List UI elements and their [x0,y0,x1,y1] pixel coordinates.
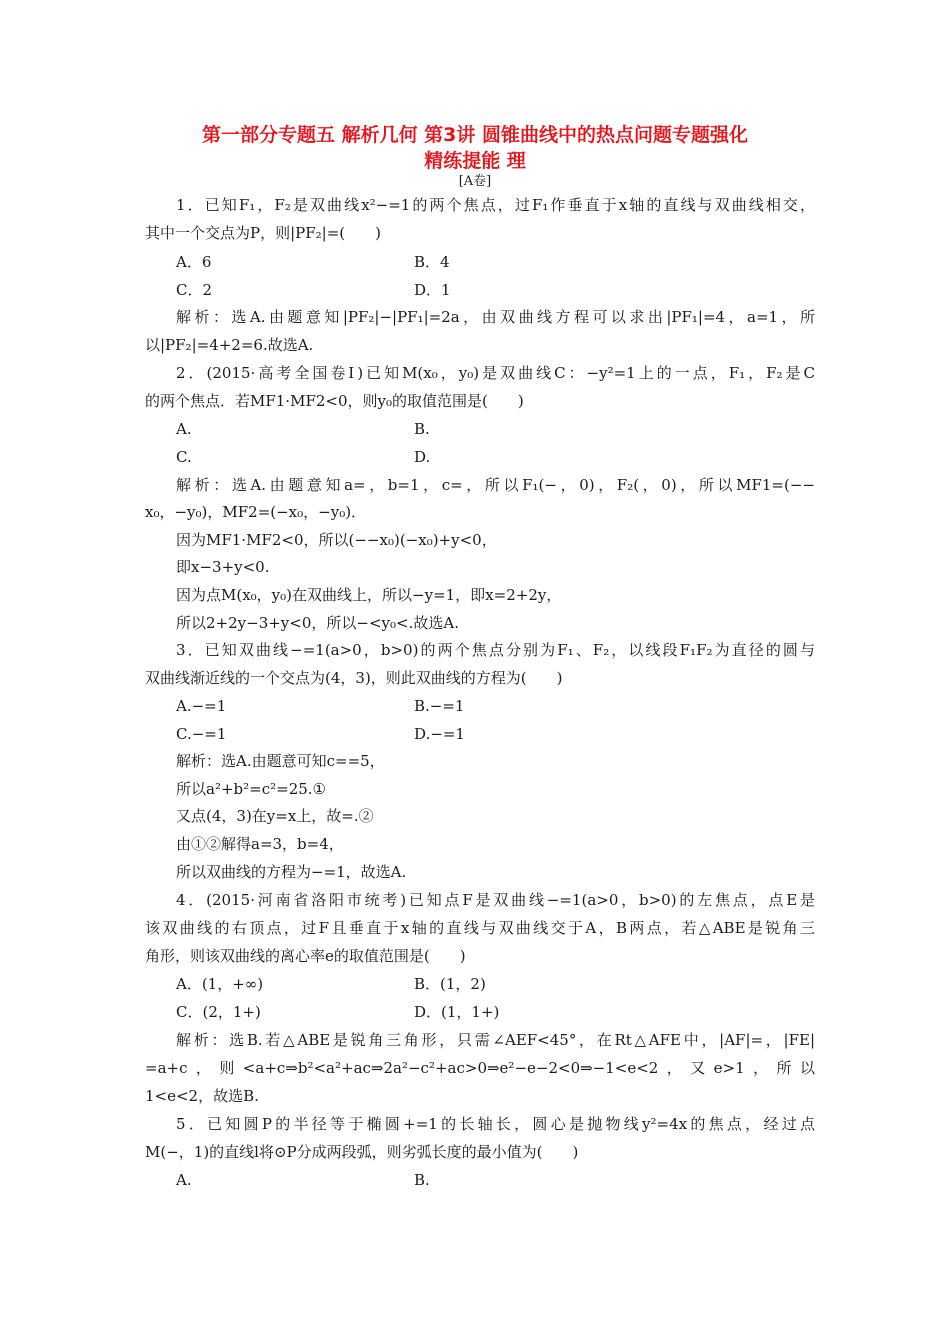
text-line: C．2 [176,281,213,299]
text-line: 因为点M(x₀，y₀)在双曲线上，所以−y=1，即x=2+2y， [176,586,562,604]
text-line: B.−=1 [414,697,465,715]
text-line: 所以a²+b²=c²=25.① [176,780,326,798]
text-line: A. [176,420,192,438]
text-line: 由①②解得a=3，b=4， [176,835,344,853]
text-line: 1．已知F₁，F₂是双曲线x²−=1的两个焦点，过F₁作垂直于x轴的直线与双曲线相交， [176,196,815,214]
text-line: D. [414,448,431,466]
text-line: 2．(2015·高考全国卷Ⅰ)已知M(x₀，y₀)是双曲线C：−y²=1上的一点，F₁，F₂是C [176,364,815,382]
text-line: C．(2，1+) [176,1003,261,1021]
text-line: 解析：选A.由题意知|PF₂|−|PF₁|=2a，由双曲线方程可以求出|PF₁|=4，a=1，所 [176,308,815,326]
text-line: B．4 [414,253,450,271]
text-line: =a+c，则<a+c⇒b²<a²+ac⇒2a²−c²+ac>0⇒e²−e−2<0⇒−1<e<2，又e>1，所以 [145,1059,815,1077]
text-line: 3．已知双曲线−=1(a>0，b>0)的两个焦点分别为F₁、F₂，以线段F₁F₂为直径的圆与 [176,641,815,659]
text-line: C.−=1 [176,725,227,743]
text-line: 所以双曲线的方程为−=1，故选A. [176,863,407,881]
text-line: 解析：选B.若△ABE是锐角三角形，只需∠AEF<45°，在Rt△AFE中，|AF|=，|FE| [176,1031,815,1049]
text-line: C. [176,448,192,466]
text-line: 解析：选A.由题意知a=，b=1，c=，所以F₁(−，0)，F₂(，0)，所以MF1=(−− [176,476,815,494]
text-line: D.−=1 [414,725,465,743]
section-label: [A卷] [458,174,492,189]
text-line: 其中一个交点为P，则|PF₂|=( ) [145,224,381,242]
text-line: 因为MF1·MF2<0，所以(−−x₀)(−x₀)+y<0， [176,531,497,549]
text-line: 双曲线渐近线的一个交点为(4，3)，则此双曲线的方程为( ) [145,669,563,687]
text-line: 所以2+2y−3+y<0，所以−<y₀<.故选A. [176,614,459,632]
text-line: 的两个焦点．若MF1·MF2<0，则y₀的取值范围是( ) [145,392,524,410]
text-line: A. [176,1171,192,1189]
text-line: 解析：选A.由题意可知c==5， [176,752,385,770]
text-line: A．6 [176,253,212,271]
text-line: B. [414,420,430,438]
text-line: M(−，1)的直线l将⊙P分成两段弧，则劣弧长度的最小值为( ) [145,1143,579,1161]
text-line: D．(1，1+) [414,1003,500,1021]
text-line: 1<e<2，故选B. [145,1087,259,1105]
text-line: A．(1，+∞) [176,975,264,993]
text-line: 又点(4，3)在y=x上，故=.② [176,807,374,825]
text-line: 该双曲线的右顶点，过F且垂直于x轴的直线与双曲线交于A，B两点，若△ABE是锐角三 [145,919,815,937]
text-line: 以|PF₂|=4+2=6.故选A. [145,336,314,354]
text-line: B. [414,1171,430,1189]
document-title-line-1: 第一部分专题五 解析几何 第3讲 圆锥曲线中的热点问题专题强化 [201,124,749,146]
text-line: 5．已知圆P的半径等于椭圆+=1的长轴长，圆心是抛物线y²=4x的焦点，经过点 [176,1115,815,1133]
text-line: 角形，则该双曲线的离心率e的取值范围是( ) [145,947,466,965]
text-line: 4．(2015·河南省洛阳市统考)已知点F是双曲线−=1(a>0，b>0)的左焦点，点E是 [176,891,815,909]
text-line: A.−=1 [176,697,227,715]
text-line: D．1 [414,281,451,299]
text-line: x₀，−y₀)，MF2=(−x₀，−y₀)． [145,503,367,521]
text-line: B．(1，2) [414,975,486,993]
document-title-line-2: 精练提能 理 [424,150,526,172]
text-line: 即x−3+y<0. [176,558,270,576]
